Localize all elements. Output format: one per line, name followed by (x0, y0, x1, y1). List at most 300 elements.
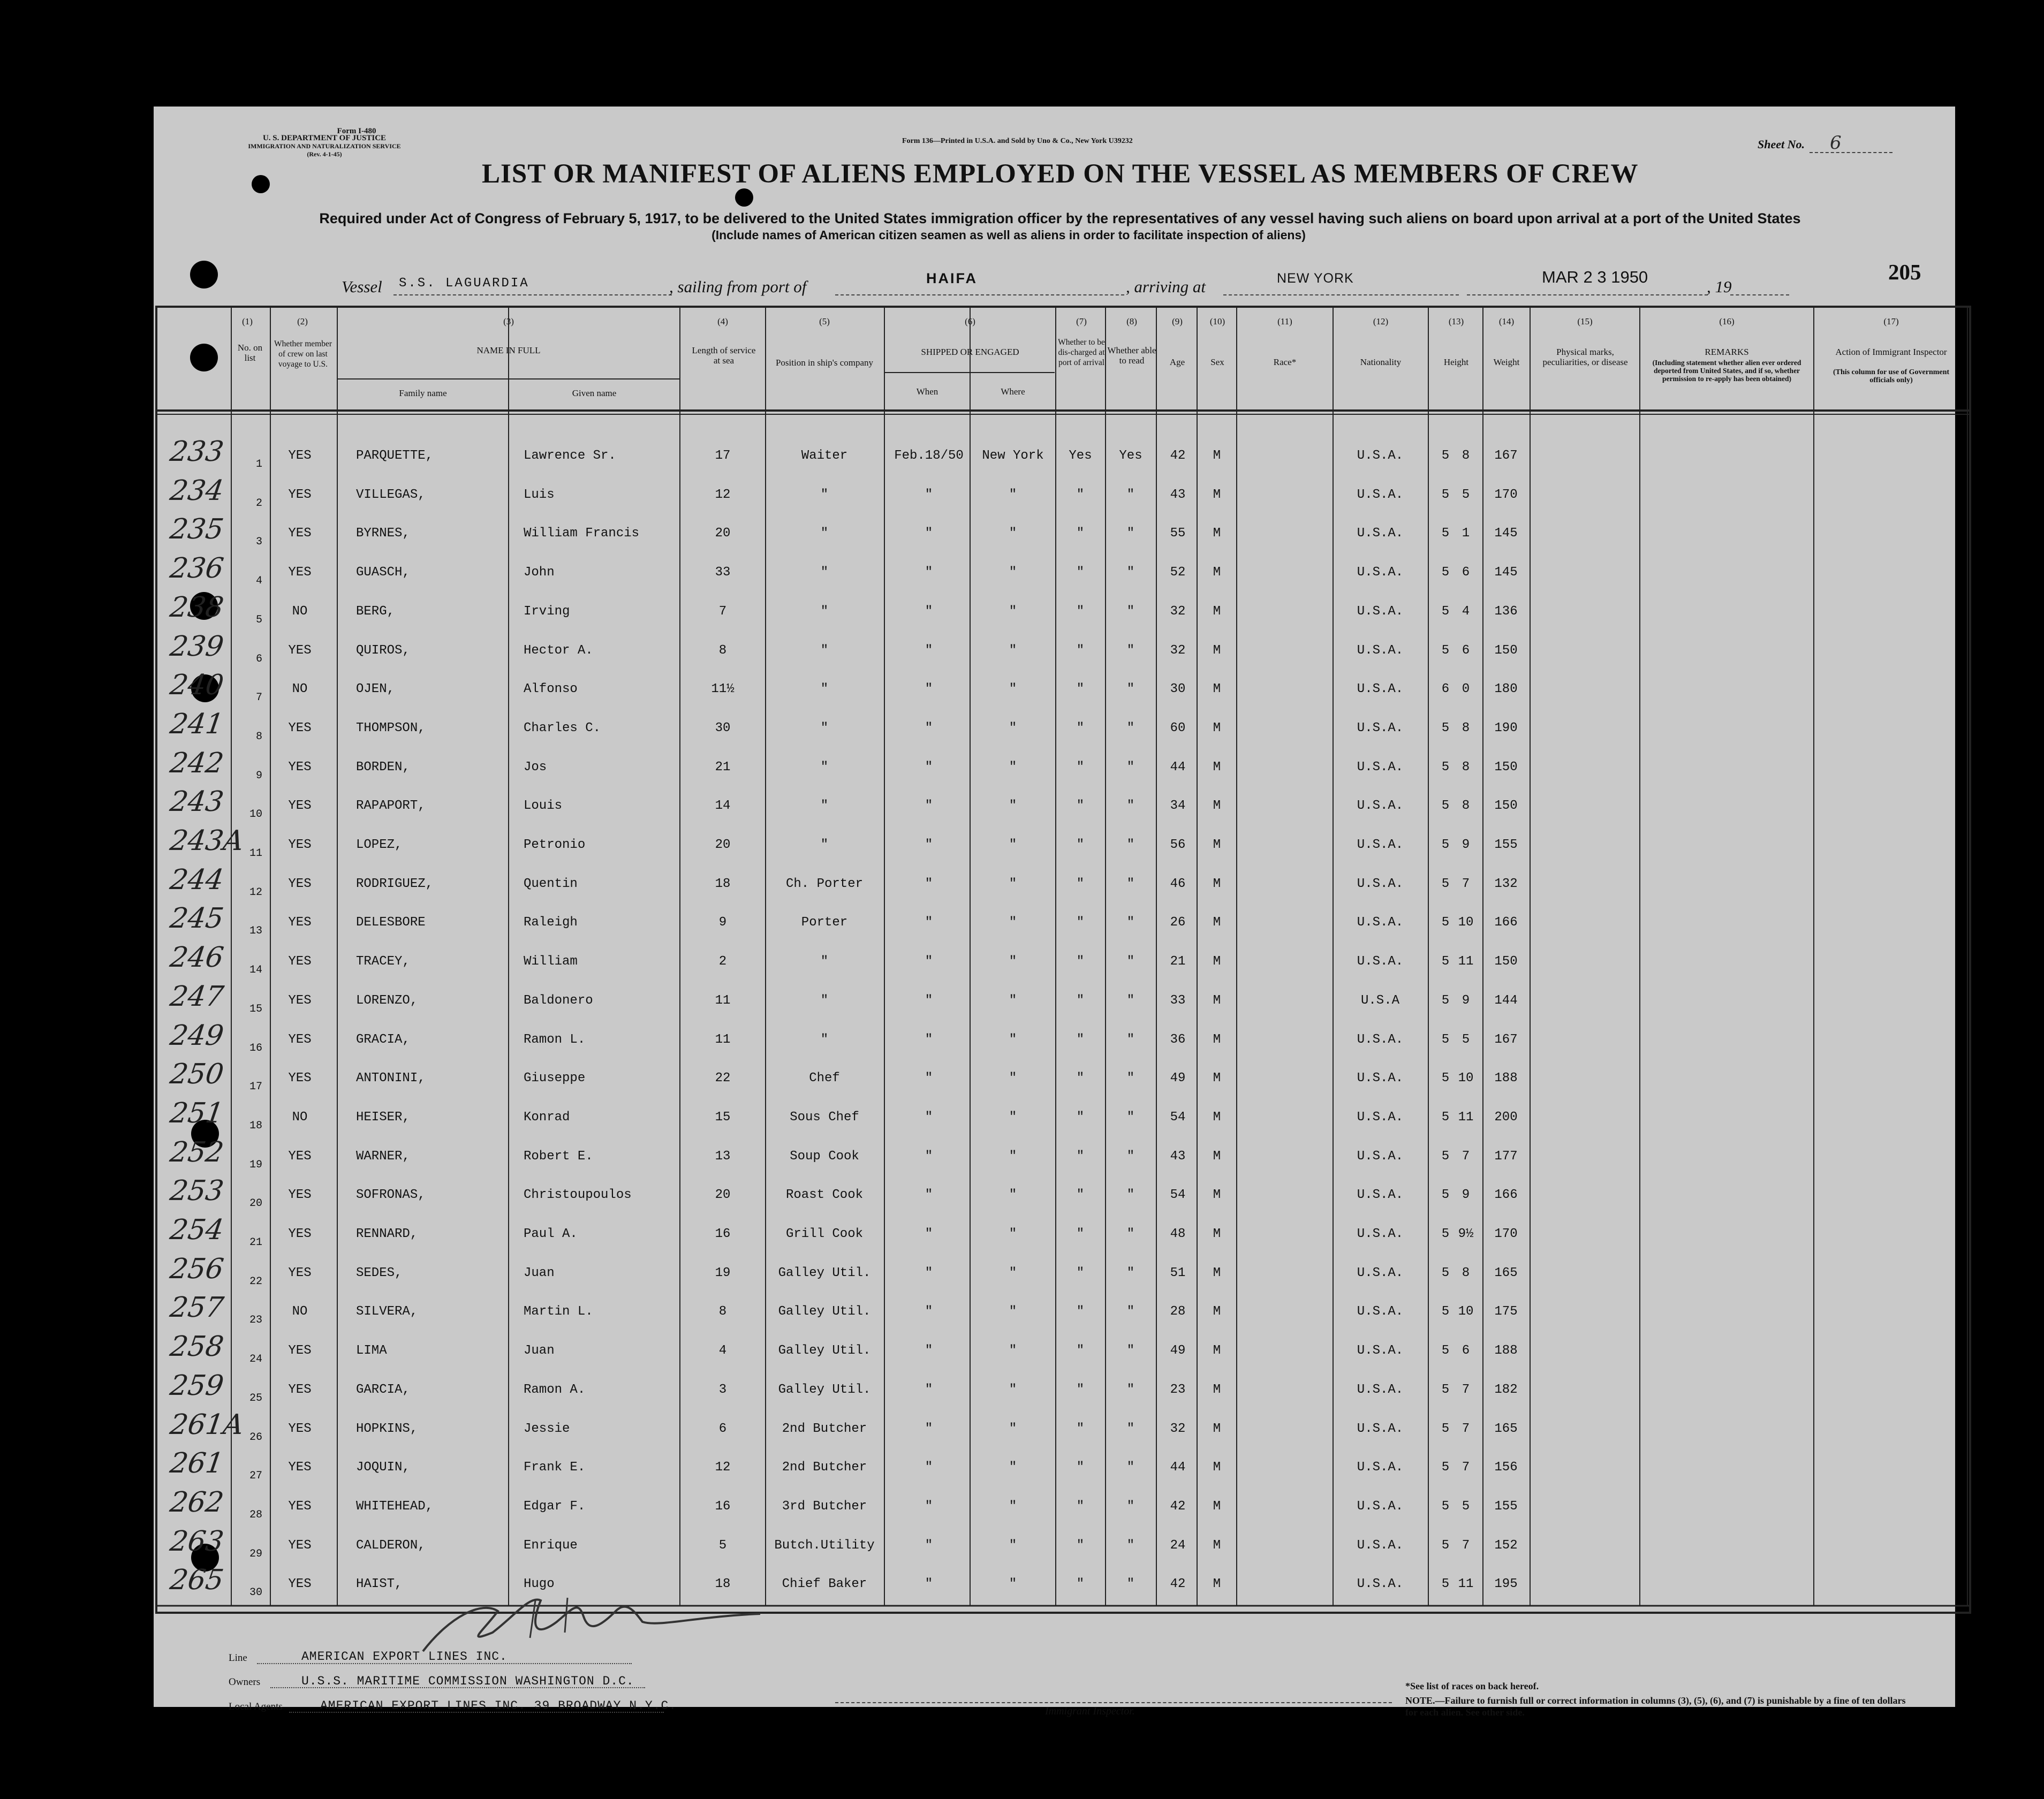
cell-service: 12 (715, 1460, 731, 1475)
cell-in: 10 (1458, 915, 1474, 930)
cell-read: " (1126, 1071, 1135, 1086)
cell-sex: M (1213, 799, 1221, 814)
cell-position: Porter (801, 915, 848, 930)
cell-sex: M (1213, 682, 1221, 697)
col-num-10: (10) (1209, 316, 1225, 327)
cell-read: " (1126, 1110, 1135, 1125)
cell-nat: U.S.A (1360, 993, 1400, 1008)
cell-age: 36 (1170, 1032, 1186, 1047)
col-header-no: No. on list (237, 343, 263, 363)
cell-when: " (925, 993, 933, 1008)
line-value: AMERICAN EXPORT LINES INC. (301, 1650, 508, 1664)
cell-wt: 156 (1494, 1460, 1518, 1475)
cell-position: 3rd Butcher (782, 1499, 867, 1514)
cell-nat: U.S.A. (1357, 604, 1404, 619)
cell-in: 7 (1462, 1382, 1470, 1397)
col-header-action: Action of Immigrant Inspector (1835, 347, 1947, 357)
cell-prev: NO (292, 1304, 308, 1319)
col-num-11: (11) (1277, 316, 1292, 327)
cell-when: " (925, 876, 933, 891)
cell-in: 7 (1462, 876, 1470, 891)
cell-disch: " (1076, 1227, 1085, 1241)
cell-sex: M (1213, 1188, 1221, 1203)
cell-sex: M (1213, 760, 1221, 775)
cell-when: " (925, 1110, 933, 1125)
handwritten-number: 246 (168, 942, 226, 974)
cell-ft: 5 (1441, 760, 1450, 775)
cell-sex: M (1213, 1460, 1221, 1475)
col-num-2: (2) (297, 316, 308, 327)
row-number: 17 (249, 1081, 262, 1094)
cell-where: " (1009, 487, 1017, 502)
cell-read: " (1126, 720, 1135, 735)
cell-service: 21 (715, 760, 731, 775)
cell-sex: M (1213, 1032, 1221, 1047)
cell-service: 11½ (711, 682, 735, 697)
col-header-shipped: SHIPPED OR ENGAGED (921, 347, 1019, 357)
cell-age: 44 (1170, 760, 1186, 775)
cell-given: John (524, 565, 555, 580)
cell-position: 2nd Butcher (782, 1421, 867, 1436)
cell-prev: YES (288, 1577, 312, 1592)
cell-given: Quentin (524, 876, 578, 891)
col-header-race: Race* (1273, 357, 1297, 367)
cell-disch: " (1076, 720, 1085, 735)
cell-when: " (925, 526, 933, 541)
cell-given: Ramon L. (524, 1032, 586, 1047)
col-header-service: Length of service at sea (692, 345, 756, 366)
cell-age: 55 (1170, 526, 1186, 541)
cell-disch: " (1076, 1499, 1085, 1514)
cell-sex: M (1213, 1071, 1221, 1086)
cell-age: 48 (1170, 1227, 1186, 1241)
cell-when: " (925, 1188, 933, 1203)
cell-wt: 165 (1494, 1265, 1518, 1280)
cell-prev: NO (292, 1110, 308, 1125)
cell-sex: M (1213, 993, 1221, 1008)
cell-ft: 5 (1441, 993, 1450, 1008)
department-name: U. S. DEPARTMENT OF JUSTICE (262, 134, 387, 142)
cell-ft: 5 (1441, 487, 1450, 502)
cell-prev: YES (288, 1032, 312, 1047)
cell-disch: " (1076, 1110, 1085, 1125)
cell-family: LIMA (356, 1343, 387, 1358)
cell-ft: 5 (1441, 449, 1450, 463)
cell-given: Alfonso (524, 682, 578, 697)
cell-given: Louis (524, 799, 563, 814)
handwritten-number: 252 (168, 1136, 226, 1168)
cell-age: 52 (1170, 565, 1186, 580)
cell-read: " (1126, 1577, 1135, 1592)
cell-when: " (925, 1577, 933, 1592)
cell-nat: U.S.A. (1357, 1149, 1404, 1164)
cell-disch: " (1076, 1538, 1085, 1553)
cell-sex: M (1213, 1382, 1221, 1397)
cell-prev: YES (288, 1227, 312, 1241)
cell-where: " (1009, 799, 1017, 814)
cell-family: GUASCH, (356, 565, 410, 580)
cell-service: 3 (718, 1382, 727, 1397)
cell-where: " (1009, 526, 1017, 541)
cell-read: " (1126, 993, 1135, 1008)
handwritten-number: 265 (168, 1564, 226, 1597)
cell-position: 2nd Butcher (782, 1460, 867, 1475)
cell-position: Galley Util. (778, 1265, 871, 1280)
cell-in: 8 (1462, 449, 1470, 463)
cell-read: " (1126, 1421, 1135, 1436)
agents-value: AMERICAN EXPORT LINES INC. 39 BROADWAY N.Y.C. (320, 1699, 677, 1713)
handwritten-number: 233 (168, 436, 226, 468)
cell-wt: 166 (1494, 915, 1518, 930)
cell-position: Galley Util. (778, 1343, 871, 1358)
handwritten-number: 240 (168, 669, 226, 702)
cell-when: " (925, 1343, 933, 1358)
cell-nat: U.S.A. (1357, 838, 1404, 852)
cell-service: 16 (715, 1499, 731, 1514)
handwritten-number: 251 (168, 1097, 226, 1129)
cell-age: 49 (1170, 1343, 1186, 1358)
cell-when: " (925, 1538, 933, 1553)
cell-in: 8 (1462, 1265, 1470, 1280)
cell-ft: 5 (1441, 1343, 1450, 1358)
cell-family: GARCIA, (356, 1382, 410, 1397)
cell-wt: 155 (1494, 838, 1518, 852)
cell-age: 24 (1170, 1538, 1186, 1553)
cell-family: THOMPSON, (356, 720, 426, 735)
cell-read: " (1126, 1460, 1135, 1475)
cell-read: " (1126, 1265, 1135, 1280)
cell-family: CALDERON, (356, 1538, 426, 1553)
row-number: 5 (255, 613, 262, 626)
cell-disch: " (1076, 1577, 1085, 1592)
cell-where: " (1009, 1227, 1017, 1241)
cell-service: 11 (715, 993, 731, 1008)
handwritten-number: 243A (168, 825, 246, 857)
col-header-position: Position in ship's company (775, 358, 874, 368)
cell-read: " (1126, 915, 1135, 930)
cell-prev: YES (288, 449, 312, 463)
cell-where: " (1009, 604, 1017, 619)
cell-read: " (1126, 760, 1135, 775)
sheet-number: 6 (1830, 132, 1842, 154)
cell-ft: 5 (1441, 1421, 1450, 1436)
cell-family: SILVERA, (356, 1304, 418, 1319)
cell-read: " (1126, 682, 1135, 697)
cell-wt: 145 (1494, 565, 1518, 580)
cell-family: ANTONINI, (356, 1071, 426, 1086)
cell-given: Robert E. (524, 1149, 593, 1164)
cell-in: 4 (1462, 604, 1470, 619)
cell-where: " (1009, 993, 1017, 1008)
cell-wt: 165 (1494, 1421, 1518, 1436)
cell-read: " (1126, 876, 1135, 891)
row-number: 26 (249, 1431, 262, 1444)
cell-family: LOPEZ, (356, 838, 403, 852)
cell-ft: 5 (1441, 799, 1450, 814)
cell-wt: 150 (1494, 954, 1518, 969)
cell-read: " (1126, 838, 1135, 852)
cell-when: " (925, 565, 933, 580)
cell-given: Irving (524, 604, 570, 619)
cell-prev: YES (288, 1538, 312, 1553)
cell-given: Giuseppe (524, 1071, 586, 1086)
cell-read: " (1126, 526, 1135, 541)
handwritten-number: 259 (168, 1369, 226, 1402)
cell-position: Chef (809, 1071, 840, 1086)
cell-nat: U.S.A. (1357, 1460, 1404, 1475)
cell-when: " (925, 487, 933, 502)
cell-ft: 5 (1441, 720, 1450, 735)
cell-family: WARNER, (356, 1149, 410, 1164)
col-header-remarks-note: (Including statement whether alien ever ordered deported from United States, and if so, whether permission to re-apply has been obtained) (1652, 359, 1801, 383)
cell-given: Martin L. (524, 1304, 593, 1319)
cell-prev: YES (288, 1460, 312, 1475)
cell-given: Baldonero (524, 993, 593, 1008)
cell-when: " (925, 1265, 933, 1280)
cell-prev: YES (288, 643, 312, 658)
cell-position: " (820, 487, 829, 502)
cell-given: Lawrence Sr. (524, 449, 616, 463)
cell-nat: U.S.A. (1357, 1110, 1404, 1125)
row-number: 14 (249, 964, 262, 977)
row-number: 29 (249, 1547, 262, 1560)
handwritten-number: 262 (168, 1486, 226, 1519)
owners-label: Owners (229, 1676, 261, 1688)
cell-when: " (925, 1421, 933, 1436)
cell-where: " (1009, 876, 1017, 891)
cell-nat: U.S.A. (1357, 449, 1404, 463)
row-number: 16 (249, 1042, 262, 1054)
cell-sex: M (1213, 1304, 1221, 1319)
vessel-name: S.S. LAGUARDIA (399, 276, 529, 291)
cell-where: " (1009, 1265, 1017, 1280)
cell-ft: 5 (1441, 604, 1450, 619)
cell-where: " (1009, 954, 1017, 969)
cell-family: RAPAPORT, (356, 799, 426, 814)
cell-family: HOPKINS, (356, 1421, 418, 1436)
cell-sex: M (1213, 1149, 1221, 1164)
cell-nat: U.S.A. (1357, 526, 1404, 541)
sailing-label: , sailing from port of (669, 277, 807, 296)
cell-ft: 5 (1441, 1071, 1450, 1086)
cell-disch: " (1076, 876, 1085, 891)
cell-disch: " (1076, 604, 1085, 619)
col-header-last-voyage: Whether member of crew on last voyage to U.S. (274, 339, 332, 369)
cell-wt: 170 (1494, 1227, 1518, 1241)
cell-disch: " (1076, 1460, 1085, 1475)
cell-read: " (1126, 1382, 1135, 1397)
cell-sex: M (1213, 1265, 1221, 1280)
cell-ft: 5 (1441, 1577, 1450, 1592)
cell-read: " (1126, 1032, 1135, 1047)
cell-ft: 5 (1441, 954, 1450, 969)
arriving-label: , arriving at (1126, 277, 1206, 296)
handwritten-number: 261A (168, 1408, 246, 1441)
races-note: *See list of races on back hereof. (1405, 1681, 1539, 1691)
cell-prev: YES (288, 1149, 312, 1164)
cell-wt: 195 (1494, 1577, 1518, 1592)
handwritten-number: 257 (168, 1292, 226, 1324)
cell-nat: U.S.A. (1357, 1304, 1404, 1319)
col-header-when: When (916, 386, 938, 397)
col-header-discharged: Whether to be dis-charged at port of arrival (1058, 338, 1105, 367)
cell-service: 2 (718, 954, 727, 969)
cell-wt: 190 (1494, 720, 1518, 735)
cell-age: 43 (1170, 487, 1186, 502)
cell-where: " (1009, 1149, 1017, 1164)
cell-in: 9 (1462, 993, 1470, 1008)
cell-service: 18 (715, 876, 731, 891)
cell-service: 11 (715, 1032, 731, 1047)
cell-nat: U.S.A. (1357, 1032, 1404, 1047)
cell-sex: M (1213, 720, 1221, 735)
cell-read: " (1126, 643, 1135, 658)
cell-given: Konrad (524, 1110, 570, 1125)
cell-in: 7 (1462, 1421, 1470, 1436)
cell-wt: 188 (1494, 1343, 1518, 1358)
handwritten-number: 244 (168, 863, 226, 896)
cell-family: RENNARD, (356, 1227, 418, 1241)
cell-age: 34 (1170, 799, 1186, 814)
cell-position: " (820, 682, 829, 697)
cell-family: DELESBORE (356, 915, 426, 930)
col-num-15: (15) (1577, 316, 1593, 327)
cell-ft: 5 (1441, 1499, 1450, 1514)
handwritten-number: 254 (168, 1214, 226, 1246)
col-num-8: (8) (1126, 316, 1137, 327)
cell-disch: " (1076, 682, 1085, 697)
row-number: 27 (249, 1470, 262, 1483)
handwritten-number: 249 (168, 1019, 226, 1052)
cell-prev: YES (288, 838, 312, 852)
row-number: 8 (255, 730, 262, 743)
cell-family: QUIROS, (356, 643, 410, 658)
cell-service: 8 (718, 643, 727, 658)
cell-disch: " (1076, 838, 1085, 852)
cell-service: 30 (715, 720, 731, 735)
cell-position: " (820, 720, 829, 735)
cell-nat: U.S.A. (1357, 1538, 1404, 1553)
cell-wt: 152 (1494, 1538, 1518, 1553)
cell-where: " (1009, 1460, 1017, 1475)
cell-prev: YES (288, 1071, 312, 1086)
col-header-sex: Sex (1210, 357, 1224, 367)
cell-age: 56 (1170, 838, 1186, 852)
handwritten-number: 239 (168, 630, 226, 663)
cell-ft: 5 (1441, 1265, 1450, 1280)
col-header-given: Given name (572, 388, 617, 398)
cell-given: Hector A. (524, 643, 593, 658)
cell-when: " (925, 1460, 933, 1475)
handwritten-number: 235 (168, 513, 226, 546)
cell-nat: U.S.A. (1357, 682, 1404, 697)
cell-family: GRACIA, (356, 1032, 410, 1047)
row-number: 3 (255, 536, 262, 549)
cell-age: 23 (1170, 1382, 1186, 1397)
cell-where: " (1009, 1577, 1017, 1592)
cell-age: 30 (1170, 682, 1186, 697)
cell-in: 5 (1462, 1032, 1470, 1047)
cell-family: HEISER, (356, 1110, 410, 1125)
year-label: , 19 (1707, 277, 1732, 296)
cell-where: " (1009, 760, 1017, 775)
row-number: 10 (249, 808, 262, 821)
col-num-7: (7) (1076, 316, 1087, 327)
cell-when: " (925, 1304, 933, 1319)
row-number: 12 (249, 886, 262, 899)
cell-in: 10 (1458, 1071, 1474, 1086)
cell-sex: M (1213, 1110, 1221, 1125)
cell-in: 10 (1458, 1304, 1474, 1319)
cell-disch: Yes (1069, 449, 1092, 463)
cell-where: " (1009, 838, 1017, 852)
handwritten-number: 261 (168, 1447, 226, 1480)
col-header-height: Height (1443, 357, 1469, 367)
cell-given: Juan (524, 1343, 555, 1358)
cell-disch: " (1076, 760, 1085, 775)
note-label: NOTE. (1405, 1695, 1435, 1706)
cell-wt: 150 (1494, 760, 1518, 775)
cell-in: 6 (1462, 643, 1470, 658)
cell-read: " (1126, 604, 1135, 619)
cell-in: 0 (1462, 682, 1470, 697)
cell-disch: " (1076, 1149, 1085, 1164)
col-header-nationality: Nationality (1360, 357, 1402, 367)
cell-prev: YES (288, 1421, 312, 1436)
cell-service: 8 (718, 1304, 727, 1319)
cell-in: 11 (1458, 1577, 1474, 1592)
cell-prev: YES (288, 487, 312, 502)
cell-position: " (820, 760, 829, 775)
cell-read: " (1126, 1499, 1135, 1514)
cell-service: 7 (718, 604, 727, 619)
cell-ft: 5 (1441, 526, 1450, 541)
cell-age: 60 (1170, 720, 1186, 735)
cell-where: " (1009, 915, 1017, 930)
cell-where: " (1009, 1538, 1017, 1553)
cell-nat: U.S.A. (1357, 799, 1404, 814)
cell-wt: 150 (1494, 799, 1518, 814)
cell-given: Raleigh (524, 915, 578, 930)
cell-prev: YES (288, 720, 312, 735)
handwritten-number: 241 (168, 708, 226, 740)
cell-wt: 200 (1494, 1110, 1518, 1125)
cell-service: 9 (718, 915, 727, 930)
cell-sex: M (1213, 449, 1221, 463)
cell-sex: M (1213, 1227, 1221, 1241)
cell-age: 26 (1170, 915, 1186, 930)
cell-ft: 5 (1441, 1382, 1450, 1397)
cell-family: JOQUIN, (356, 1460, 410, 1475)
cell-service: 20 (715, 1188, 731, 1203)
cell-nat: U.S.A. (1357, 1421, 1404, 1436)
cell-age: 42 (1170, 449, 1186, 463)
cell-nat: U.S.A. (1357, 565, 1404, 580)
line-label: Line (229, 1652, 247, 1664)
cell-when: " (925, 604, 933, 619)
cell-read: " (1126, 799, 1135, 814)
cell-position: Grill Cook (785, 1227, 864, 1241)
arrival-port: NEW YORK (1277, 271, 1354, 286)
handwritten-number: 242 (168, 747, 226, 779)
cell-service: 13 (715, 1149, 731, 1164)
cell-read: " (1126, 487, 1135, 502)
cell-service: 16 (715, 1227, 731, 1241)
cell-sex: M (1213, 954, 1221, 969)
cell-ft: 5 (1441, 1460, 1450, 1475)
cell-wt: 145 (1494, 526, 1518, 541)
cell-service: 12 (715, 487, 731, 502)
